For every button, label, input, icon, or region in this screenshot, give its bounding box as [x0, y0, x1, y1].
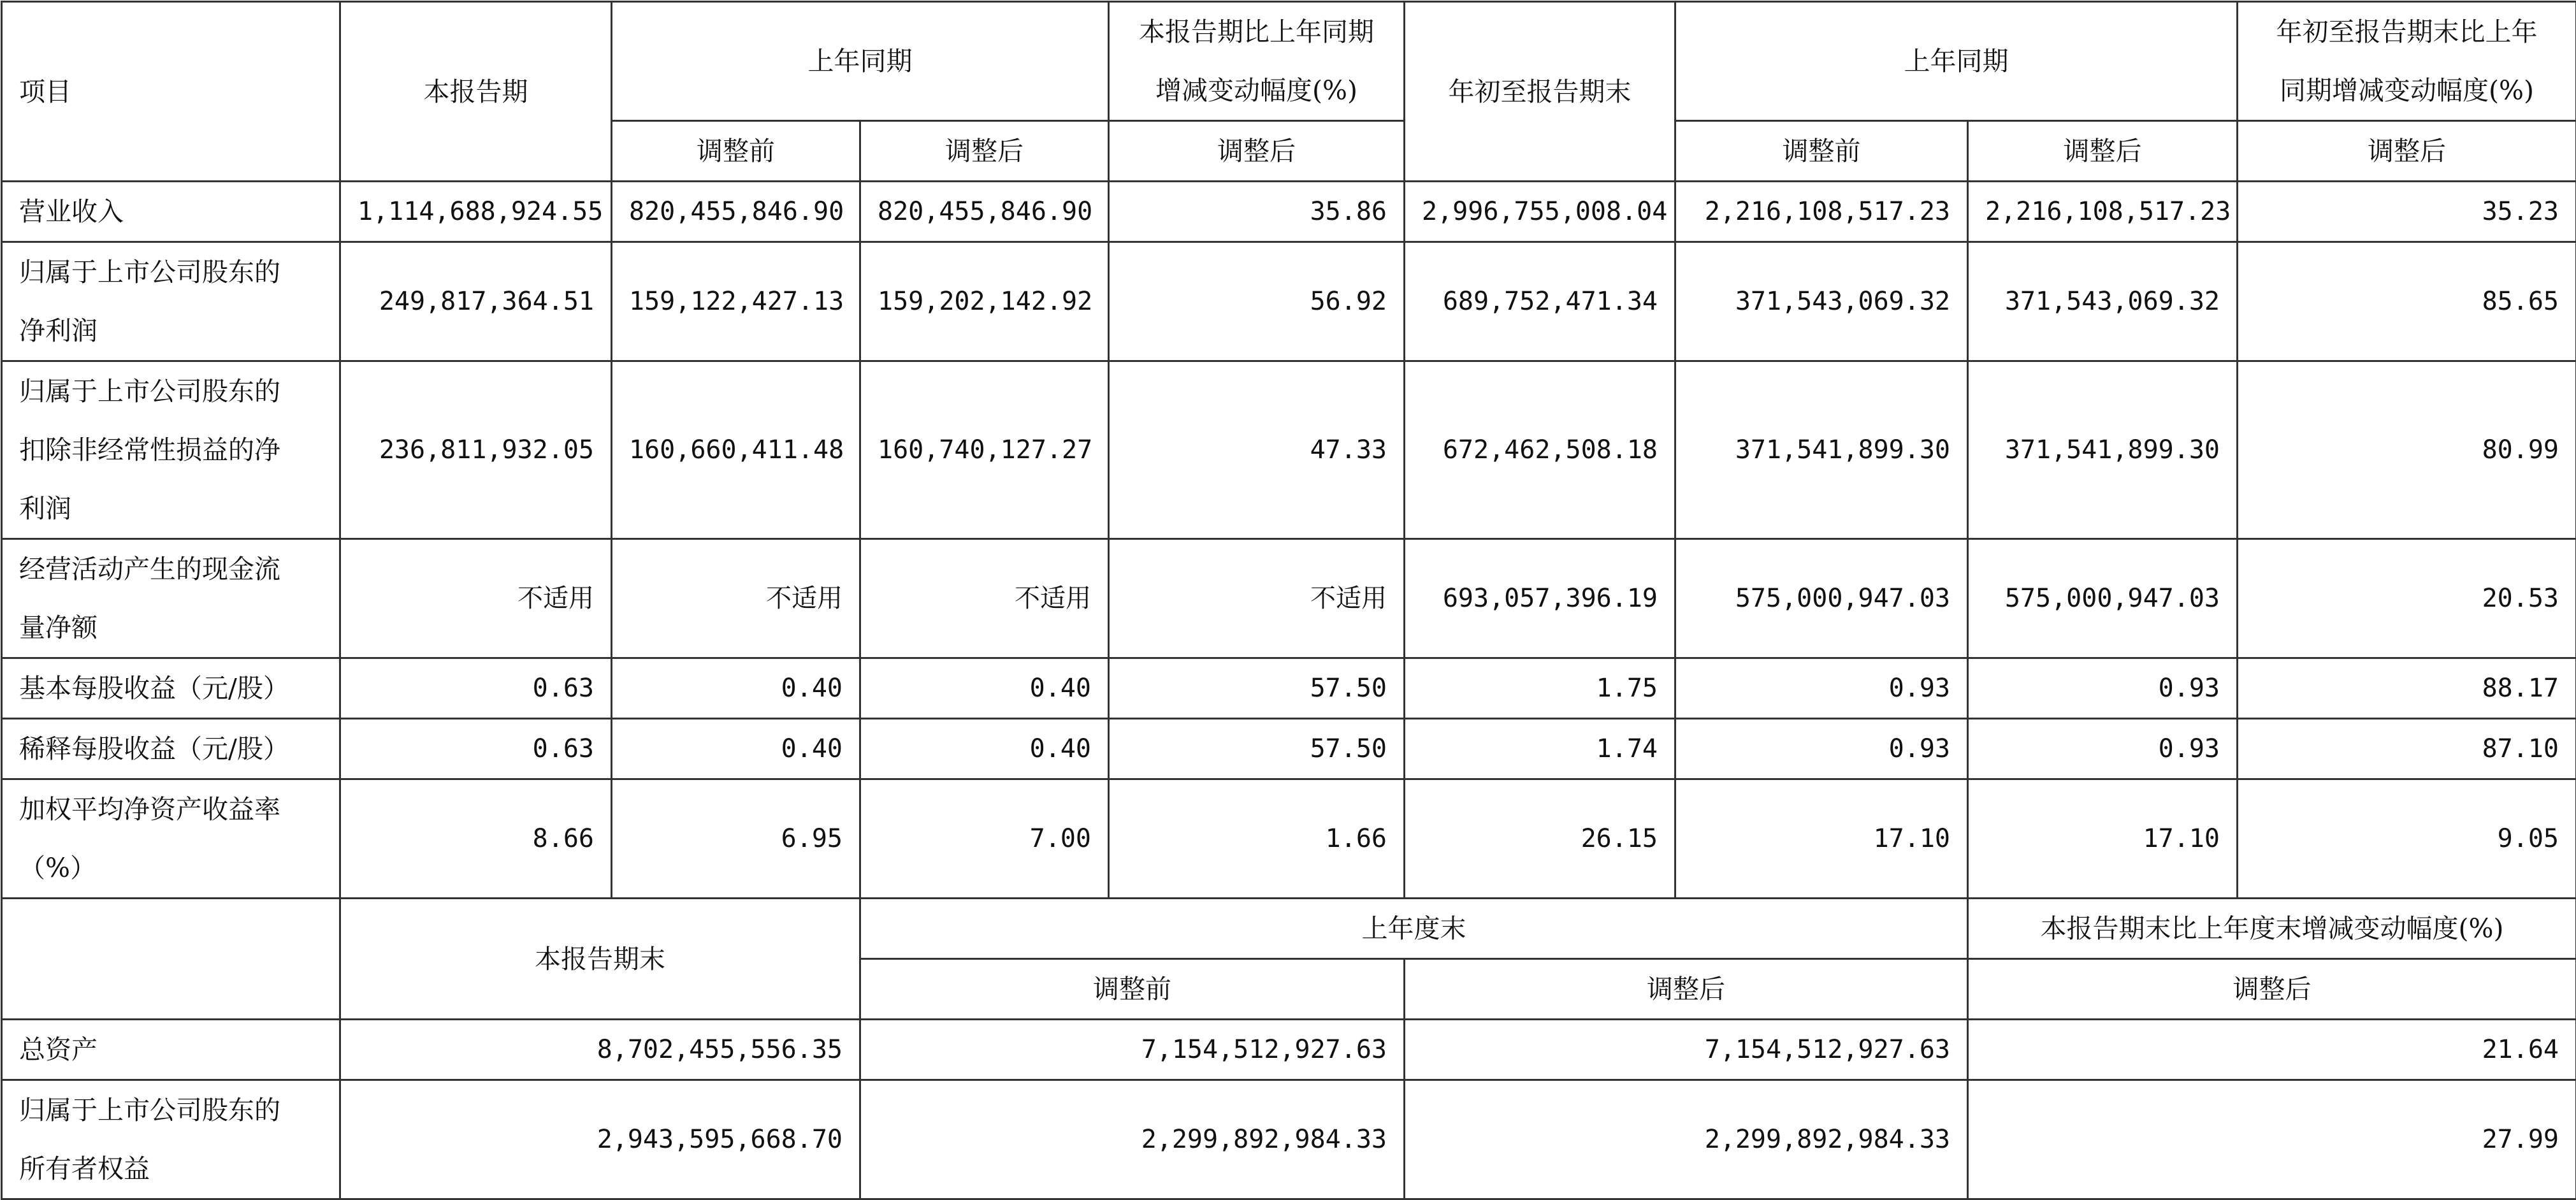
cell-prior-before: 159,122,427.13 [612, 242, 860, 361]
row-label-line: （%） [19, 839, 322, 897]
cell-ytd-prior-before: 17.10 [1675, 779, 1968, 899]
row-label-line: 稀释每股收益（元/股） [19, 719, 322, 778]
header-ytd-vs-prior [2238, 2, 2576, 121]
cell-ytd-prior-before: 0.93 [1675, 719, 1968, 779]
row-label-line: 归属于上市公司股东的 [19, 243, 322, 301]
cell-balance-change: 21.64 [1968, 1020, 2576, 1080]
row-label-line: 归属于上市公司股东的 [19, 362, 322, 421]
cell-ytd-prior-after: 2,216,108,517.23 [1968, 182, 2238, 242]
cell-prior-before: 0.40 [612, 719, 860, 779]
balance-row-label [2, 1020, 340, 1080]
cell-ytd-change: 87.10 [2238, 719, 2576, 779]
cell-ytd-change: 35.23 [2238, 182, 2576, 242]
balance-row-label [2, 1080, 340, 1199]
header-ytd-end: 年初至报告期末 [1405, 2, 1675, 182]
cell-current-period: 1,114,688,924.55 [340, 182, 612, 242]
cell-ytd-prior-after: 17.10 [1968, 779, 2238, 899]
row-label-line: 扣除非经常性损益的净 [19, 421, 322, 479]
cell-change: 57.50 [1109, 658, 1405, 719]
cell-change: 35.86 [1109, 182, 1405, 242]
table-row [2, 779, 2576, 899]
cell-balance-change: 27.99 [1968, 1080, 2576, 1199]
header-after-adj-change: 调整后 [1109, 121, 1405, 182]
balance-header-row-1 [2, 899, 2576, 959]
table-row [2, 539, 2576, 658]
table-row [2, 182, 2576, 242]
row-label-line: 利润 [19, 479, 322, 538]
cell-ytd-prior-after: 0.93 [1968, 719, 2238, 779]
cell-ytd-prior-before: 371,541,899.30 [1675, 361, 1968, 539]
header-current-vs-prior-line1: 本报告期比上年同期 [1126, 3, 1387, 61]
cell-change: 不适用 [1109, 539, 1405, 658]
header-prior-same-period: 上年同期 [612, 2, 1109, 121]
balance-header-blank [2, 899, 340, 1020]
cell-ytd-change: 9.05 [2238, 779, 2576, 899]
cell-ytd-prior-after: 371,543,069.32 [1968, 242, 2238, 361]
header-ytd-vs-prior-line1: 年初至报告期末比上年 [2255, 3, 2559, 61]
cell-prior-after: 0.40 [860, 719, 1109, 779]
row-label-line: 经营活动产生的现金流 [19, 540, 322, 598]
balance-row [2, 1020, 2576, 1080]
financial-summary-table [1, 1, 2576, 1200]
cell-prior-after: 159,202,142.92 [860, 242, 1109, 361]
cell-ytd-change: 88.17 [2238, 658, 2576, 719]
cell-current-period: 249,817,364.51 [340, 242, 612, 361]
cell-change: 56.92 [1109, 242, 1405, 361]
cell-current-period: 0.63 [340, 658, 612, 719]
header-after-adj: 调整后 [860, 121, 1109, 182]
cell-ytd: 2,996,755,008.04 [1405, 182, 1675, 242]
table-row [2, 361, 2576, 539]
cell-ytd: 693,057,396.19 [1405, 539, 1675, 658]
cell-ytd: 672,462,508.18 [1405, 361, 1675, 539]
balance-header-prior-year-end: 上年度末 [860, 899, 1968, 959]
cell-prior-year-after: 2,299,892,984.33 [1405, 1080, 1968, 1199]
cell-current-period: 236,811,932.05 [340, 361, 612, 539]
cell-prior-before: 6.95 [612, 779, 860, 899]
cell-change: 57.50 [1109, 719, 1405, 779]
cell-ytd-prior-after: 575,000,947.03 [1968, 539, 2238, 658]
header-current-vs-prior [1109, 2, 1405, 121]
row-label [2, 361, 340, 539]
cell-period-end: 8,702,455,556.35 [340, 1020, 860, 1080]
table-row [2, 719, 2576, 779]
header-prior-same-period-2: 上年同期 [1675, 2, 2238, 121]
row-label [2, 182, 340, 242]
cell-prior-before: 不适用 [612, 539, 860, 658]
header-current-vs-prior-line2: 增减变动幅度(%) [1126, 61, 1387, 120]
row-label-line: 净利润 [19, 301, 322, 360]
balance-row [2, 1080, 2576, 1199]
header-before-adj-2: 调整前 [1675, 121, 1968, 182]
cell-prior-before: 160,660,411.48 [612, 361, 860, 539]
cell-current-period: 0.63 [340, 719, 612, 779]
cell-current-period: 8.66 [340, 779, 612, 899]
header-before-adj: 调整前 [612, 121, 860, 182]
cell-ytd-prior-before: 575,000,947.03 [1675, 539, 1968, 658]
row-label [2, 242, 340, 361]
cell-prior-after: 160,740,127.27 [860, 361, 1109, 539]
row-label-line: 基本每股收益（元/股） [19, 659, 322, 718]
row-label-line: 量净额 [19, 598, 322, 657]
cell-ytd-prior-after: 371,541,899.30 [1968, 361, 2238, 539]
cell-prior-year-before: 7,154,512,927.63 [860, 1020, 1405, 1080]
cell-prior-before: 820,455,846.90 [612, 182, 860, 242]
cell-ytd: 1.74 [1405, 719, 1675, 779]
header-ytd-vs-prior-line2: 同期增减变动幅度(%) [2255, 61, 2559, 120]
balance-header-before-adj: 调整前 [860, 959, 1405, 1020]
balance-header-after-adj-change: 调整后 [1968, 959, 2576, 1020]
cell-ytd-change: 85.65 [2238, 242, 2576, 361]
row-label-line: 营业收入 [19, 182, 322, 241]
row-label [2, 539, 340, 658]
cell-ytd-prior-before: 2,216,108,517.23 [1675, 182, 1968, 242]
header-current-period: 本报告期 [340, 2, 612, 182]
cell-period-end: 2,943,595,668.70 [340, 1080, 860, 1199]
balance-row-label-line: 所有者权益 [19, 1139, 322, 1198]
cell-current-period: 不适用 [340, 539, 612, 658]
cell-prior-after: 7.00 [860, 779, 1109, 899]
cell-ytd-change: 20.53 [2238, 539, 2576, 658]
cell-prior-year-before: 2,299,892,984.33 [860, 1080, 1405, 1199]
cell-prior-after: 不适用 [860, 539, 1109, 658]
balance-header-period-end: 本报告期末 [340, 899, 860, 1020]
row-label [2, 719, 340, 779]
row-label [2, 658, 340, 719]
cell-prior-after: 820,455,846.90 [860, 182, 1109, 242]
cell-prior-year-after: 7,154,512,927.63 [1405, 1020, 1968, 1080]
header-row-1 [2, 2, 2576, 121]
cell-prior-before: 0.40 [612, 658, 860, 719]
header-after-adj-2: 调整后 [1968, 121, 2238, 182]
cell-ytd-prior-after: 0.93 [1968, 658, 2238, 719]
balance-row-label-line: 总资产 [19, 1020, 322, 1079]
balance-header-change: 本报告期末比上年度末增减变动幅度(%) [1968, 899, 2576, 959]
table-row [2, 242, 2576, 361]
row-label [2, 779, 340, 899]
cell-prior-after: 0.40 [860, 658, 1109, 719]
cell-ytd: 1.75 [1405, 658, 1675, 719]
cell-ytd-prior-before: 371,543,069.32 [1675, 242, 1968, 361]
balance-header-after-adj: 调整后 [1405, 959, 1968, 1020]
row-label-line: 加权平均净资产收益率 [19, 780, 322, 839]
cell-change: 1.66 [1109, 779, 1405, 899]
header-after-adj-change-2: 调整后 [2238, 121, 2576, 182]
table-row [2, 658, 2576, 719]
cell-ytd-prior-before: 0.93 [1675, 658, 1968, 719]
header-item: 项目 [2, 2, 340, 182]
cell-ytd: 26.15 [1405, 779, 1675, 899]
cell-ytd-change: 80.99 [2238, 361, 2576, 539]
cell-ytd: 689,752,471.34 [1405, 242, 1675, 361]
balance-row-label-line: 归属于上市公司股东的 [19, 1081, 322, 1139]
cell-change: 47.33 [1109, 361, 1405, 539]
